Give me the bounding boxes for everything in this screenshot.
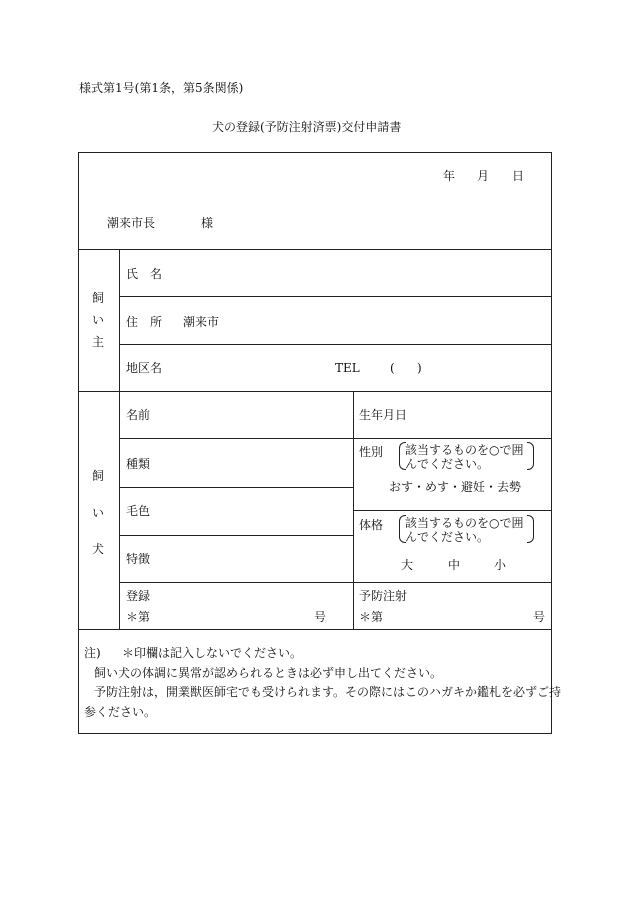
divider-header <box>78 249 552 250</box>
sex-note-bracket-right <box>527 442 534 470</box>
owner-name-label: 氏 名 <box>126 267 163 281</box>
dog-name-label: 名前 <box>126 408 151 422</box>
size-note-bracket-right <box>527 515 534 543</box>
owner-tel-paren-open: ( <box>390 361 395 375</box>
dog-section-label-3: 犬 <box>92 542 105 556</box>
owner-row-line <box>119 344 552 345</box>
form-number: 様式第1号(第1条，第5条関係) <box>79 81 244 95</box>
owner-district-label: 地区名 <box>126 361 163 375</box>
size-option-large: 大 <box>401 558 414 572</box>
dog-row-line <box>119 535 353 536</box>
dog-registration-no-prefix: ＊第 <box>126 610 151 624</box>
size-note-line1: 該当するものを○で囲 <box>405 516 524 530</box>
size-option-medium: 中 <box>448 558 461 572</box>
sex-options: おす・めす・避妊・去勢 <box>389 480 522 494</box>
dog-birthdate-label: 生年月日 <box>359 408 408 422</box>
dog-size-label: 体格 <box>359 518 384 532</box>
dog-coat-label: 毛色 <box>126 504 151 518</box>
dog-sex-label: 性別 <box>359 445 384 459</box>
dog-vaccination-label: 予防注射 <box>359 589 408 603</box>
dog-features-label: 特徴 <box>126 552 151 566</box>
dog-registration-no-suffix: 号 <box>314 610 327 624</box>
owner-tel-label: TEL <box>335 361 360 375</box>
notes-line1: ＊印欄は記入しないでください。 <box>122 646 303 660</box>
dog-row-line <box>119 582 552 583</box>
notes-prefix: 注) <box>84 646 101 660</box>
owner-section-label-2: い <box>92 313 105 327</box>
divider-owner <box>78 391 552 392</box>
owner-address-value: 潮来市 <box>183 315 220 329</box>
form-title: 犬の登録(予防注射済票)交付申請書 <box>212 120 402 134</box>
owner-tel-paren-close: ) <box>417 361 422 375</box>
notes-line2: 飼い犬の体調に異常が認められるときは必ず申し出てください。 <box>94 666 443 680</box>
addressee-mayor: 潮来市長 <box>107 216 156 230</box>
notes-line4: 参ください。 <box>84 705 157 719</box>
dog-vaccination-no-prefix: ＊第 <box>359 610 384 624</box>
owner-section-label-3: 主 <box>92 335 105 349</box>
sex-note-line1: 該当するものを○で囲 <box>405 443 524 457</box>
notes-line3: 予防注射は，開業獣医師宅でも受けられます。その際にはこのハガキか鑑札を必ずご持 <box>94 685 562 699</box>
section-label-column-line <box>119 249 120 629</box>
dog-breed-label: 種類 <box>126 457 151 471</box>
divider-dog <box>78 629 552 630</box>
addressee-honorific: 様 <box>201 216 214 230</box>
dog-vaccination-no-suffix: 号 <box>533 610 546 624</box>
owner-address-label: 住 所 <box>126 315 163 329</box>
dog-row-line <box>119 487 353 488</box>
date-month: 月 <box>477 169 490 183</box>
dog-row-line <box>119 438 552 439</box>
dog-row-line <box>353 510 552 511</box>
owner-section-label-1: 飼 <box>92 291 105 305</box>
dog-registration-label: 登録 <box>126 589 151 603</box>
size-note-line2: んでください。 <box>405 530 490 544</box>
size-option-small: 小 <box>494 558 507 572</box>
date-day: 日 <box>512 169 525 183</box>
dog-section-label-2: い <box>92 506 105 520</box>
date-year: 年 <box>443 169 456 183</box>
sex-note-line2: んでください。 <box>405 457 490 471</box>
dog-section-label-1: 飼 <box>92 469 105 483</box>
owner-row-line <box>119 296 552 297</box>
